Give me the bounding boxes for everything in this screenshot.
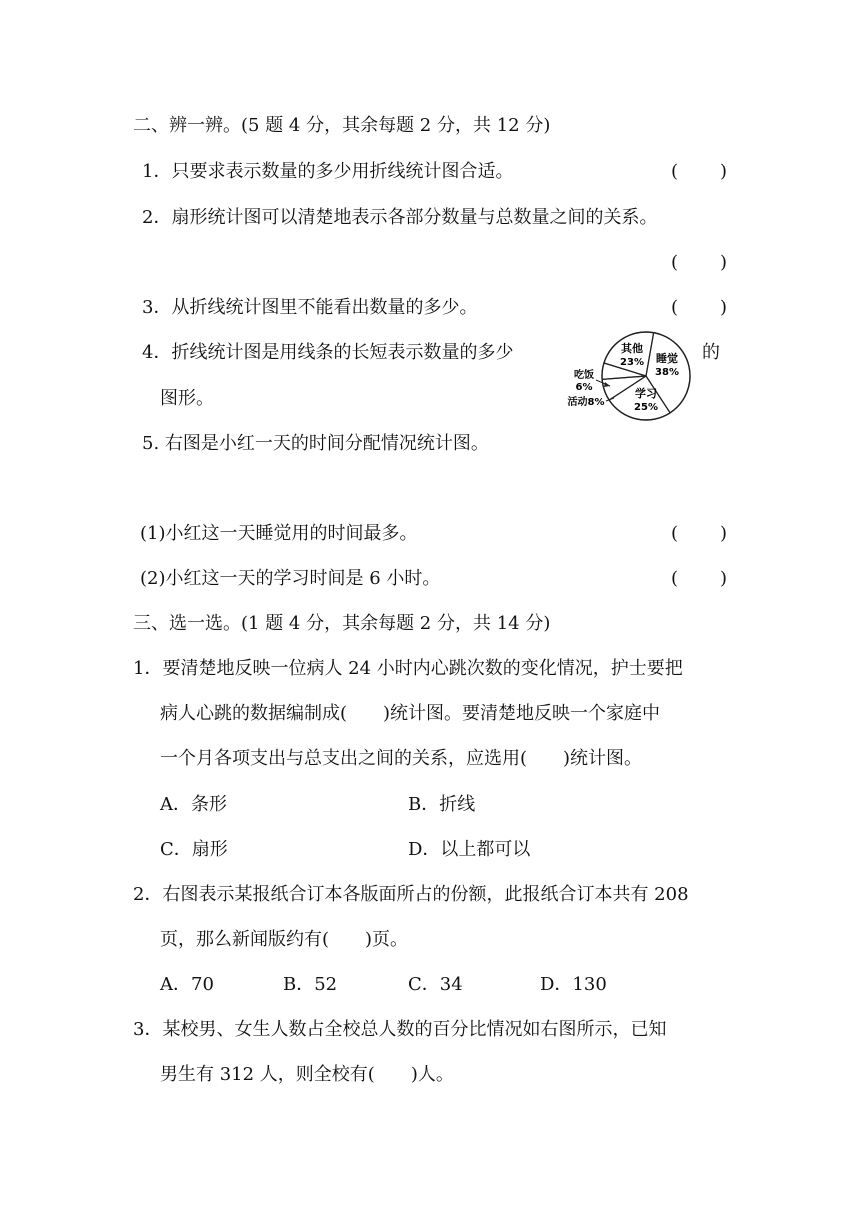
section2-heading: 二、辨一辨。(5 题 4 分，其余每题 2 分，共 12 分) (133, 115, 551, 136)
s2-q2-answer-blank[interactable]: ( ) (671, 252, 727, 273)
pie-label-sleep: 睡觉 (656, 352, 678, 365)
s2-question-5-1: (1)小红这一天睡觉用的时间最多。 (140, 523, 418, 544)
s2-q5-2-answer-blank[interactable]: ( ) (671, 568, 727, 589)
s2-question-5-2: (2)小红这一天的学习时间是 6 小时。 (140, 568, 441, 589)
s3-q1-option-a[interactable]: A．条形 (160, 794, 227, 815)
s3-q2-option-d[interactable]: D．130 (540, 974, 607, 995)
pie-label-activity: 活动8% (567, 397, 605, 408)
s2-q3-answer-blank[interactable]: ( ) (671, 297, 727, 318)
pie-label-study: 学习 (635, 387, 657, 400)
s2-question-1: 1．只要求表示数量的多少用折线统计图合适。 (142, 161, 514, 182)
s2-question-4: 4．折线统计图是用线条的长短表示数量的多少 (142, 342, 514, 363)
section3-heading: 三、选一选。(1 题 4 分，其余每题 2 分，共 14 分) (133, 613, 551, 634)
s2-question-4-tail: 的 (702, 342, 720, 363)
s2-question-3: 3．从折线统计图里不能看出数量的多少。 (142, 297, 478, 318)
s2-q5-1-answer-blank[interactable]: ( ) (671, 523, 727, 544)
pie-label-eat-pct: 6% (575, 382, 593, 393)
s3-question-1-line3: 一个月各项支出与总支出之间的关系，应选用( )统计图。 (160, 748, 643, 769)
s2-q1-answer-blank[interactable]: ( ) (671, 161, 727, 182)
s3-q2-option-a[interactable]: A．70 (160, 974, 214, 995)
s3-q1-option-c[interactable]: C．扇形 (160, 839, 228, 860)
pie-label-eat: 吃饭 (574, 370, 594, 381)
pie-label-other-pct: 23% (620, 357, 644, 368)
s3-question-3-line1: 3．某校男、女生人数占全校总人数的百分比情况如右图所示，已知 (133, 1019, 667, 1040)
pie-label-other: 其他 (621, 342, 643, 355)
s3-question-2-line1: 2．右图表示某报纸合订本各版面所占的份额，此报纸合订本共有 208 (133, 884, 689, 905)
s3-q1-option-d[interactable]: D．以上都可以 (408, 839, 531, 860)
s3-question-2-line2: 页，那么新闻版约有( )页。 (160, 929, 409, 950)
s2-question-5: 5. 右图是小红一天的时间分配情况统计图。 (142, 433, 489, 454)
s3-q2-option-b[interactable]: B．52 (283, 974, 338, 995)
s2-question-4-continued: 图形。 (160, 388, 214, 409)
pie-label-sleep-pct: 38% (655, 367, 679, 378)
s2-question-2: 2．扇形统计图可以清楚地表示各部分数量与总数量之间的关系。 (142, 207, 658, 228)
pie-label-study-pct: 25% (634, 402, 658, 413)
time-allocation-pie-chart (566, 330, 694, 422)
s3-q2-option-c[interactable]: C．34 (408, 974, 463, 995)
s3-question-1-line1: 1．要清楚地反映一位病人 24 小时内心跳次数的变化情况，护士要把 (133, 658, 683, 679)
s3-question-1-line2: 病人心跳的数据编制成( )统计图。要清楚地反映一个家庭中 (160, 703, 661, 724)
s3-question-3-line2: 男生有 312 人，则全校有( )人。 (160, 1064, 454, 1085)
s3-q1-option-b[interactable]: B．折线 (408, 794, 476, 815)
